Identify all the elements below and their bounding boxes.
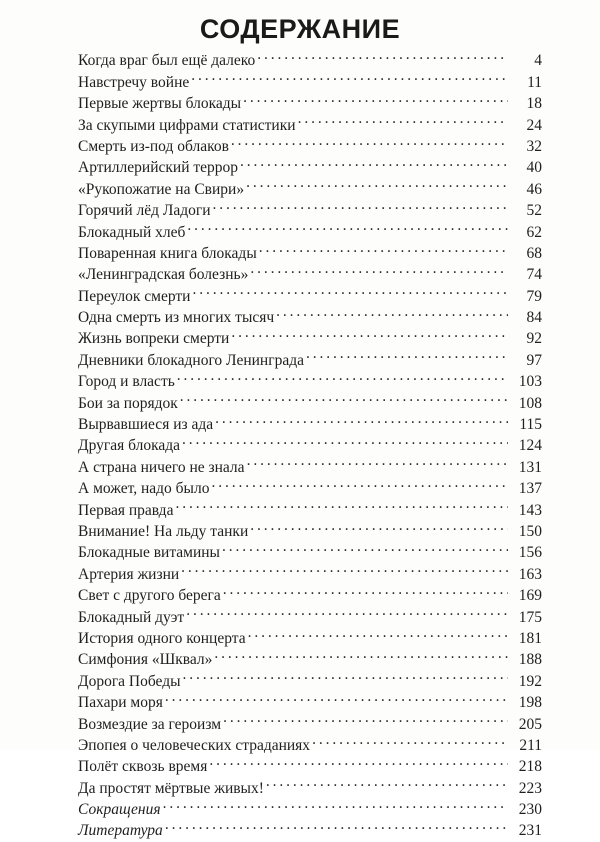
toc-entry-page-number: 231: [518, 822, 542, 840]
dot-leader: [231, 322, 508, 343]
toc-entry-page-number: 230: [518, 801, 542, 819]
toc-entry-title: Поваренная книга блокады: [78, 244, 257, 262]
dot-leader: [223, 579, 508, 600]
toc-entry-title: Горячий лёд Ладоги: [78, 202, 211, 220]
toc-entry-title: Когда враг был ещё далеко: [78, 52, 256, 70]
toc-entry-page-number: 175: [518, 608, 542, 626]
toc-entry-page-number: 108: [518, 394, 542, 412]
toc-entry-page-number: 52: [526, 202, 542, 220]
dot-leader: [223, 707, 508, 728]
toc-entry: [78, 44, 542, 70]
toc-entry-page-number: 32: [526, 137, 542, 155]
dot-leader: [187, 215, 508, 236]
dot-leader: [298, 108, 508, 129]
toc-entry-title: Другая блокада: [78, 437, 181, 455]
toc-entry-page-number: 84: [526, 309, 542, 327]
toc-entry-title: Литература: [78, 822, 163, 840]
toc-entry-title: Симфония «Шквал»: [78, 651, 213, 669]
toc-entry-page-number: 211: [519, 736, 542, 754]
toc-entry-title: Пахари моря: [78, 694, 163, 712]
toc-entry-title: Дорога Победы: [78, 672, 181, 690]
toc-entry-page-number: 143: [518, 501, 542, 519]
table-of-contents: [78, 44, 542, 840]
toc-entry-page-number: 46: [526, 180, 542, 198]
toc-entry-title: Артиллерийский террор: [78, 159, 239, 177]
dot-leader: [248, 622, 508, 643]
toc-entry-title: Блокадные витамины: [78, 544, 220, 562]
dot-leader: [240, 151, 508, 172]
toc-entry-page-number: 131: [518, 458, 542, 476]
dot-leader: [231, 130, 508, 151]
dot-leader: [186, 600, 508, 621]
toc-entry-page-number: 92: [526, 330, 542, 348]
toc-entry-title: Возмездие за героизм: [78, 715, 222, 733]
toc-entry-title: Жизнь вопреки смерти: [78, 330, 230, 348]
toc-entry-title: Да простят мёртвые живых!: [78, 779, 264, 797]
toc-entry-title: Полёт сквозь время: [78, 758, 208, 776]
dot-leader: [165, 814, 508, 835]
dot-leader: [250, 515, 508, 536]
toc-entry-page-number: 181: [518, 629, 542, 647]
toc-entry-page-number: 218: [518, 758, 542, 776]
toc-entry-title: История одного концерта: [78, 629, 246, 647]
toc-entry-title: Город и власть: [78, 373, 175, 391]
toc-entry-title: Блокадный хлеб: [78, 223, 186, 241]
dot-leader: [312, 729, 508, 750]
toc-entry-title: Первые жертвы блокады: [78, 95, 242, 113]
toc-entry-title: Артерия жизни: [78, 565, 180, 583]
dot-leader: [276, 301, 508, 322]
dot-leader: [209, 750, 508, 771]
toc-entry-title: Бои за порядок: [78, 394, 178, 412]
toc-entry-page-number: 124: [518, 437, 542, 455]
toc-entry-page-number: 24: [526, 116, 542, 134]
toc-entry-title: Одна смерть из многих тысяч: [78, 309, 275, 327]
toc-entry-page-number: 97: [526, 351, 542, 369]
toc-entry-title: А страна ничего не знала: [78, 458, 245, 476]
toc-entry-page-number: 169: [518, 587, 542, 605]
toc-entry-title: Сокращения: [78, 801, 161, 819]
toc-entry-page-number: 79: [526, 287, 542, 305]
dot-leader: [163, 793, 508, 814]
dot-leader: [181, 557, 508, 578]
dot-leader: [246, 172, 508, 193]
toc-entry-page-number: 156: [518, 544, 542, 562]
toc-entry-page-number: 115: [519, 416, 542, 434]
dot-leader: [180, 386, 508, 407]
toc-entry-title: «Ленинградская болезнь»: [78, 266, 249, 284]
dot-leader: [250, 258, 508, 279]
toc-entry-page-number: 192: [518, 672, 542, 690]
dot-leader: [213, 194, 508, 215]
toc-entry-page-number: 18: [526, 95, 542, 113]
toc-entry-page-number: 74: [526, 266, 542, 284]
toc-entry-title: Блокадный дуэт: [78, 608, 185, 626]
dot-leader: [266, 771, 508, 792]
toc-entry-title: Вырвавшиеся из ада: [78, 416, 214, 434]
dot-leader: [183, 664, 508, 685]
toc-entry-page-number: 205: [518, 715, 542, 733]
dot-leader: [215, 408, 508, 429]
toc-entry-page-number: 137: [518, 480, 542, 498]
dot-leader: [243, 87, 508, 108]
dot-leader: [257, 44, 508, 65]
dot-leader: [192, 279, 508, 300]
toc-entry-title: Переулок смерти: [78, 287, 191, 305]
toc-entry-page-number: 4: [534, 52, 542, 70]
toc-entry-title: Смерть из-под облаков: [78, 137, 229, 155]
toc-entry-page-number: 40: [526, 159, 542, 177]
toc-entry-page-number: 198: [518, 694, 542, 712]
toc-entry-page-number: 68: [526, 244, 542, 262]
dot-leader: [259, 237, 508, 258]
toc-entry-page-number: 150: [518, 522, 542, 540]
toc-entry-page-number: 103: [518, 373, 542, 391]
toc-entry-title: Внимание! На льду танки: [78, 522, 249, 540]
dot-leader: [222, 536, 508, 557]
toc-entry-page-number: 11: [527, 73, 542, 91]
dot-leader: [177, 365, 508, 386]
toc-entry-page-number: 163: [518, 565, 542, 583]
dot-leader: [247, 450, 508, 471]
toc-entry-title: Свет с другого берега: [78, 587, 221, 605]
dot-leader: [165, 686, 508, 707]
toc-entry-page-number: 62: [526, 223, 542, 241]
dot-leader: [306, 343, 508, 364]
toc-entry-title: «Рукопожатие на Свири»: [78, 180, 245, 198]
dot-leader: [214, 643, 508, 664]
toc-entry-title: За скупыми цифрами статистики: [78, 116, 296, 134]
toc-entry-page-number: 188: [518, 651, 542, 669]
toc-entry-page-number: 223: [518, 779, 542, 797]
page-title: СОДЕРЖАНИЕ: [199, 14, 401, 44]
dot-leader: [191, 65, 508, 86]
dot-leader: [182, 429, 508, 450]
dot-leader: [175, 493, 508, 514]
toc-entry-title: А может, надо было: [78, 480, 210, 498]
toc-entry-title: Навстречу войне: [78, 73, 190, 91]
toc-entry-title: Эпопея о человеческих страданиях: [78, 736, 311, 754]
dot-leader: [211, 472, 508, 493]
toc-entry-title: Дневники блокадного Ленинграда: [78, 351, 304, 369]
toc-entry-title: Первая правда: [78, 501, 174, 519]
